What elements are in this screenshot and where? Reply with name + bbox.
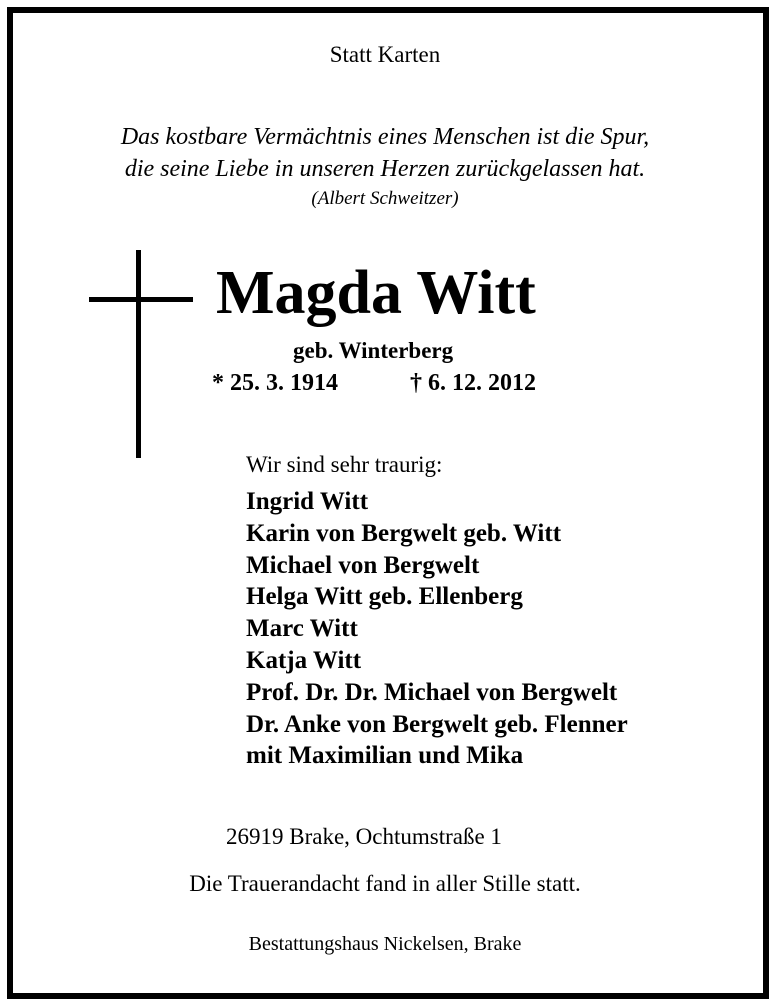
- list-item: Karin von Bergwelt geb. Witt: [246, 519, 562, 547]
- header-text: Statt Karten: [329, 42, 441, 67]
- list-item: Helga Witt geb. Ellenberg: [246, 583, 523, 611]
- list-item: mit Maximilian und Mika: [246, 742, 524, 770]
- quote-author: (Albert Schweitzer): [311, 188, 459, 209]
- list-item: Katja Witt: [246, 646, 362, 674]
- mourners-intro: Wir sind sehr traurig:: [246, 452, 443, 477]
- address: 26919 Brake, Ochtumstraße 1: [226, 824, 502, 849]
- death-date: † 6. 12. 2012: [410, 370, 536, 396]
- maiden-name: geb. Winterberg: [293, 338, 454, 363]
- mourners-list: [246, 486, 628, 772]
- birth-date: * 25. 3. 1914: [212, 370, 338, 396]
- list-item: Prof. Dr. Dr. Michael von Bergwelt: [246, 678, 618, 706]
- undertaker: Bestattungshaus Nickelsen, Brake: [248, 933, 522, 955]
- quote-line-2: die seine Liebe in unseren Herzen zurückgelassen hat.: [124, 156, 646, 182]
- list-item: Michael von Bergwelt: [246, 551, 480, 579]
- quote-line-1: Das kostbare Vermächtnis eines Menschen ist die Spur,: [120, 124, 650, 150]
- list-item: Ingrid Witt: [246, 488, 369, 515]
- deceased-name: Magda Witt: [216, 259, 536, 327]
- list-item: Marc Witt: [246, 615, 358, 643]
- service-note: Die Trauerandacht fand in aller Stille statt.: [189, 871, 581, 896]
- list-item: Dr. Anke von Bergwelt geb. Flenner: [246, 710, 628, 738]
